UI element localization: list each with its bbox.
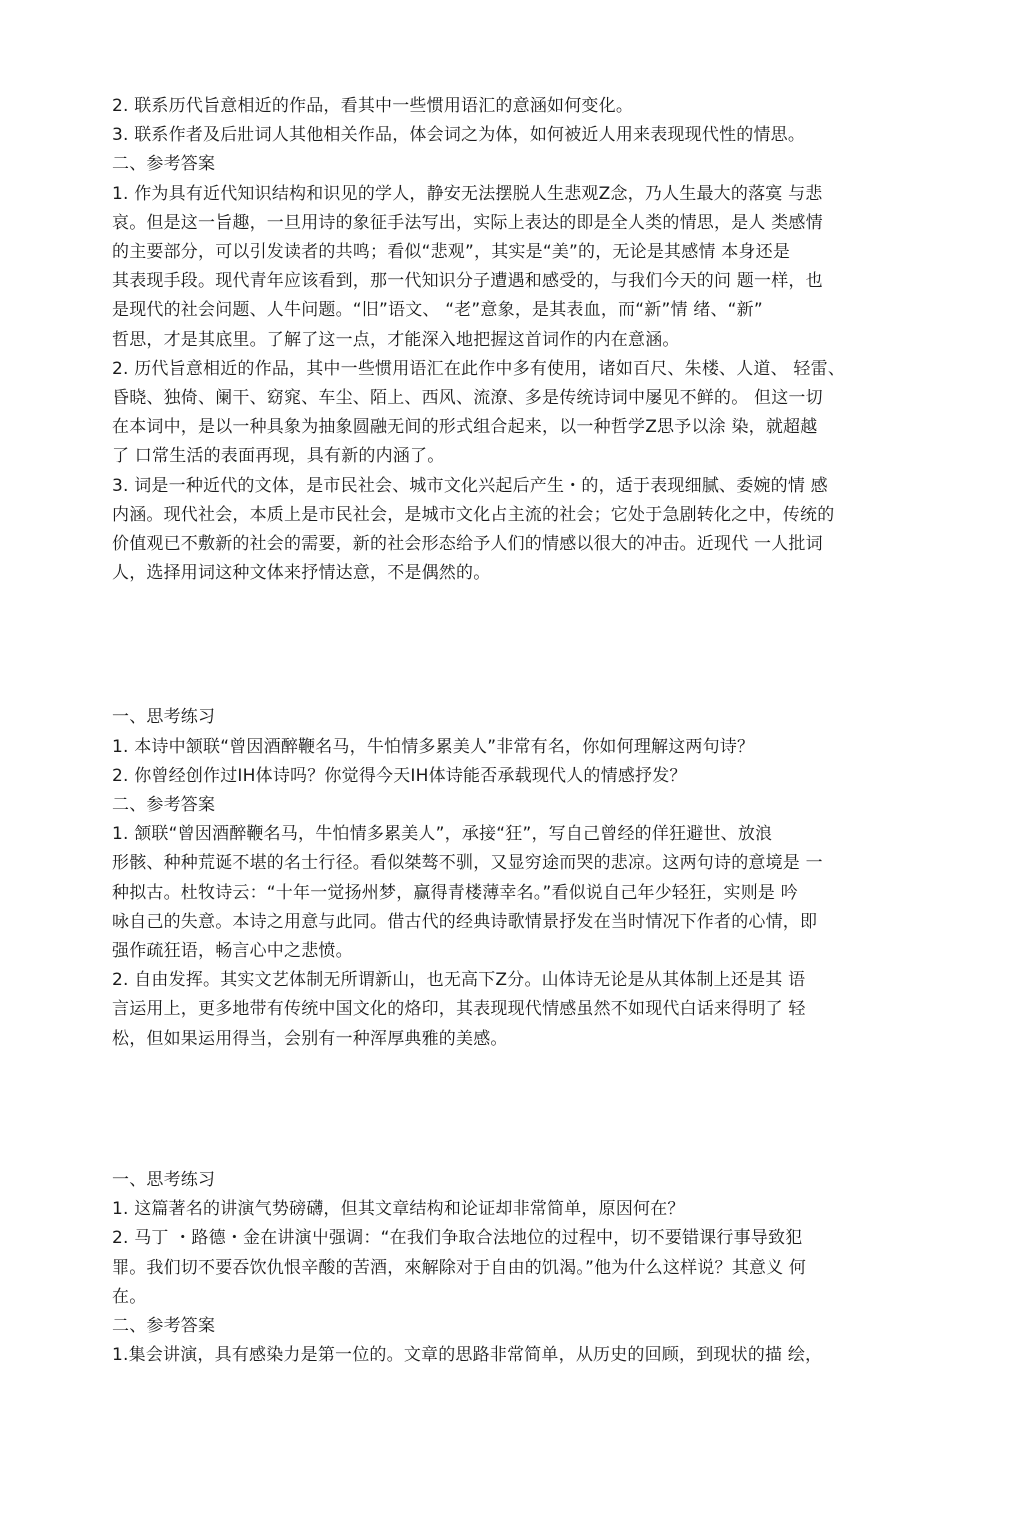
text-line: 在本词中，是以一种具象为抽象圆融无间的形式组合起来，以一种哲学Z思予以涂 染，就超越 [112, 417, 818, 438]
document-page [112, 92, 917, 1370]
text-line: 昏晓、独倚、阑干、窈窕、车尘、陌上、西风、流潦、多是传统诗词中屡见不鲜的。 但这一切 [112, 388, 823, 409]
text-line: 言运用上，更多地带有传统中国文化的烙印，其表现现代情感虽然不如现代白话来得明了 轻 [112, 999, 806, 1020]
text-line: 1. 作为具有近代知识结构和识见的学人，静安无法摆脱人生悲观Z念，乃人生最大的落寞 与悲 [112, 183, 823, 204]
text-line: 松，但如果运用得当，会别有一种浑厚典雅的美感。 [112, 1028, 508, 1049]
text-line: 3. 词是一种近代的文体，是市民社会、城市文化兴起后产生・的，适于表现细腻、委婉的情 感 [112, 475, 828, 496]
text-line: 3. 联系作者及后壯词人其他相关作品，体会词之为体，如何被近人用来表现现代性的情思。 [112, 125, 806, 146]
section-3 [112, 1166, 917, 1370]
section-1 [112, 92, 917, 588]
text-line: 其表现手段。现代青年应该看到，那一代知识分子遭遇和感受的，与我们今天的问 题一样，也 [112, 271, 823, 292]
text-line: 价值观已不敷新的社会的需要，新的社会形态给予人们的情感以很大的冲击。近现代 一人批词 [112, 534, 823, 555]
text-line: 1. 颔联“曾因酒醉鞭名马，牛怕情多累美人”，承接“狂”，写自己曾经的佯狂避世、放浪 [112, 824, 773, 845]
text-line: 强作疏狂语，畅言心中之悲愤。 [112, 941, 353, 962]
text-line: 哲思，才是其底里。了解了这一点，才能深入地把握这首词作的内在意涵。 [112, 329, 680, 350]
text-line: 2. 自由发挥。其实文艺体制无所谓新山，也无高下Z分。山体诗无论是从其体制上还是其 语 [112, 970, 806, 991]
text-line: 1. 本诗中颔联“曾因酒醉鞭名马，牛怕情多累美人”非常有名，你如何理解这两句诗？ [112, 736, 755, 757]
text-line: 是现代的社会问题、人牛问题。“旧”语文、 “老”意象，是其表血，而“新”情 绪、“新” [112, 300, 763, 321]
text-line: 在。 [112, 1286, 147, 1307]
text-line: 2. 历代旨意相近的作品，其中一些惯用语汇在此作中多有使用，诸如百尺、朱楼、人道、 轻雷、 [112, 358, 846, 379]
section-2 [112, 703, 917, 1053]
section-spacer [112, 588, 917, 703]
text-line: 2. 你曾经创作过IH体诗吗？你觉得今天IH体诗能否承载现代人的情感抒发？ [112, 765, 687, 786]
section-spacer [112, 1054, 917, 1166]
section-heading: 二、参考答案 [112, 795, 216, 816]
text-line: 内涵。现代社会，本质上是市民社会，是城市文化占主流的社会；它处于急剧转化之中，传统的 [112, 504, 835, 525]
text-line: 2. 马丁 ・路德・金在讲演屮强调：“在我们争取合法地位的过程中，切不要错课行事导致犯 [112, 1228, 803, 1249]
section-heading: 二、参考答案 [112, 154, 216, 175]
text-line: 罪。我们切不要吞饮仇恨辛酸的苦酒，來解除对于自由的饥渴。”他为什么这样说？其意义 何 [112, 1257, 807, 1278]
text-line: 人，选择用词这种文体来抒情达意，不是偶然的。 [112, 563, 491, 584]
text-line: 的主要部分，可以引发读者的共鸣；看似“悲观”，其实是“美”的，无论是其感情 本身还是 [112, 242, 791, 263]
text-line: 咏自己的失意。本诗之用意与此同。借古代的经典诗歌情景抒发在当时情况下作者的心情，即 [112, 911, 818, 932]
section-heading: 二、参考答案 [112, 1315, 216, 1336]
text-line: 2. 联系历代旨意相近的作品，看其中一些惯用语汇的意涵如何变化。 [112, 96, 634, 116]
text-line: 了 口常生活的表面再现，具有新的内涵了。 [112, 446, 445, 467]
section-heading: 一、思考练习 [112, 1169, 216, 1190]
text-line: 哀。但是这一旨趣，一旦用诗的象征手法写出，实际上表达的即是全人类的情思，是人 类感情 [112, 212, 823, 233]
text-line: 种拟古。杜牧诗云：“十年一觉扬州梦，赢得青楼薄幸名。”看似说自己年少轻狂，实则是 吟 [112, 882, 798, 903]
section-heading: 一、思考练习 [112, 707, 216, 728]
text-line: 1. 这篇著名的讲演气势磅礴，但其文章结构和论证却非常简单，原因何在？ [112, 1199, 685, 1220]
text-line: 1.集会讲演，具有感染力是第一位的。文章的思路非常简单，从历史的回顾，到现状的描 绘， [112, 1345, 823, 1366]
text-line: 形骸、种种荒诞不堪的名士行径。看似桀骜不驯，又显穷途而哭的悲凉。这两句诗的意境是 一 [112, 853, 823, 874]
